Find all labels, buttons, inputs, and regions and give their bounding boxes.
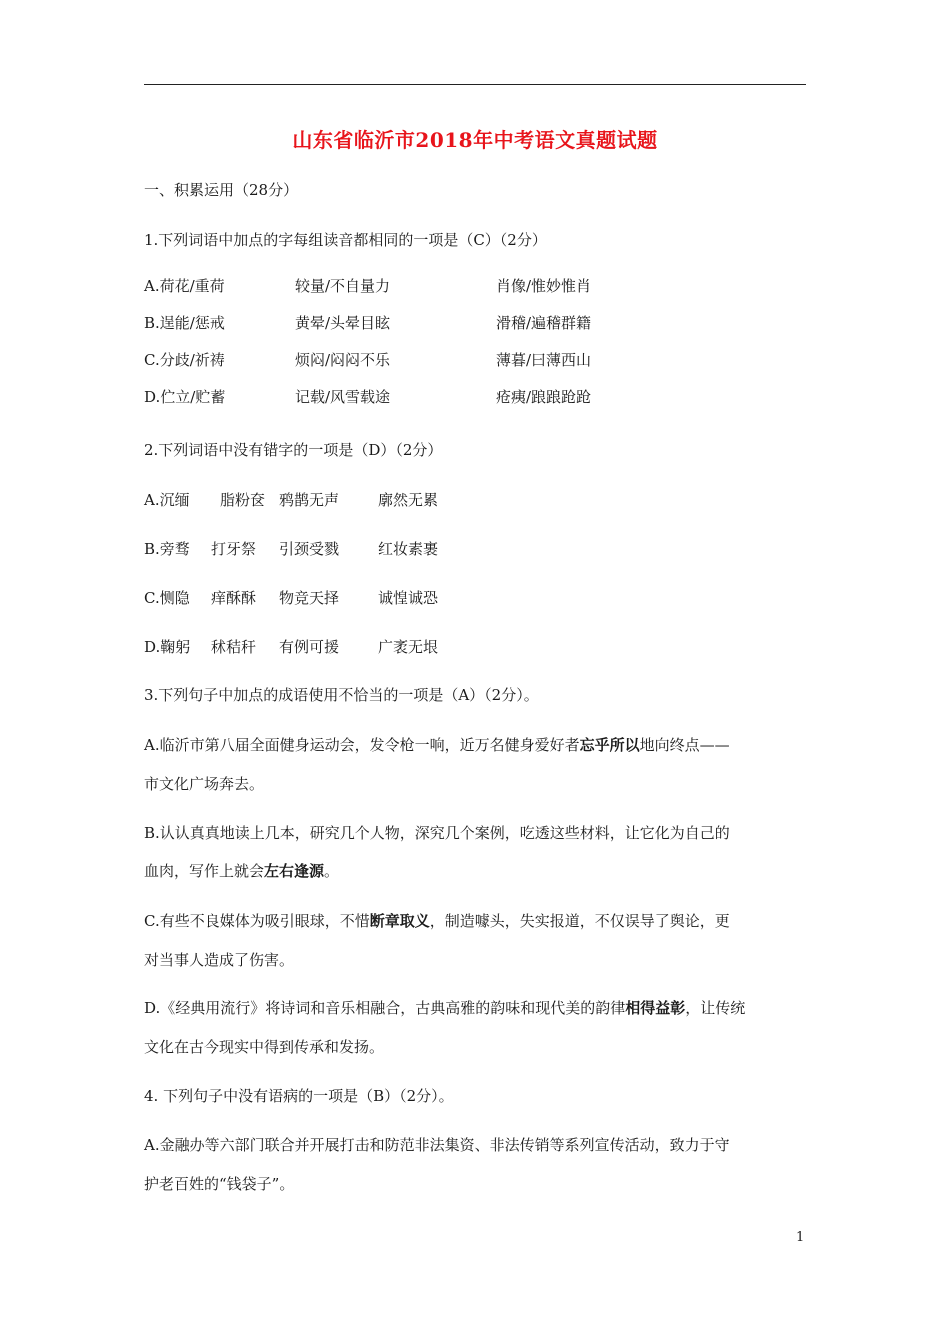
q3-option-b-line2	[144, 861, 339, 881]
q1-option-c-2: 烦闷/闷闷不乐	[295, 351, 391, 369]
question-1-stem: 1.下列词语中加点的字每组读音都相同的一项是（C）（2分）	[144, 231, 547, 249]
q3-d-idiom: 相得益彰	[625, 999, 686, 1017]
q3-b-text-post: 。	[324, 862, 340, 880]
q3-b-idiom: 左右逢源	[264, 862, 325, 880]
q3-option-a-line2: 市文化广场奔去。	[144, 775, 265, 793]
q3-a-text-pre: A.临沂市第八届全面健身运动会，发令枪一响，近万名健身爱好者	[144, 736, 580, 754]
q3-b-text-pre: 血肉，写作上就会	[144, 862, 265, 880]
q2-option-a-2: 脂粉奁	[220, 491, 266, 509]
page-number: 1	[796, 1230, 805, 1245]
q1-option-a-3: 肖像/惟妙惟肖	[496, 277, 592, 295]
q2-option-d-3: 有例可援	[279, 638, 340, 656]
q1-option-a-1: A.荷花/重荷	[144, 277, 225, 295]
q3-d-text-post: ，让传统	[685, 999, 746, 1017]
q4-option-a: A.金融办等六部门联合并开展打击和防范非法集资、非法传销等系列宣传活动，致力于守	[144, 1136, 730, 1154]
q2-option-d-4: 广袤无垠	[378, 638, 439, 656]
q2-option-a-4: 廓然无累	[378, 491, 439, 509]
question-3-stem: 3.下列句子中加点的成语使用不恰当的一项是（A）（2分）。	[144, 686, 539, 704]
q3-c-text-pre: C.有些不良媒体为吸引眼球，不惜	[144, 912, 370, 930]
q1-option-c-1: C.分歧/祈祷	[144, 351, 225, 369]
q2-option-a-3: 鸦鹊无声	[279, 491, 340, 509]
q3-option-d-line2: 文化在古今现实中得到传承和发扬。	[144, 1038, 385, 1056]
q3-option-a	[144, 735, 730, 755]
q3-c-text-post: ，制造噱头，失实报道，不仅误导了舆论，更	[429, 912, 730, 930]
q2-option-c-1: C.恻隐	[144, 589, 190, 607]
q1-option-d-1: D.伫立/贮蓄	[144, 388, 226, 406]
q2-option-d-2: 秫秸秆	[211, 638, 257, 656]
q2-option-c-4: 诚惶诚恐	[378, 589, 439, 607]
q1-option-b-1: B.逞能/惩戒	[144, 314, 225, 332]
q2-option-c-2: 痒酥酥	[211, 589, 257, 607]
q4-option-a-line2: 护老百姓的“钱袋子”。	[144, 1175, 295, 1193]
q2-option-b-1: B.旁骛	[144, 540, 190, 558]
q3-option-c-line2: 对当事人造成了伤害。	[144, 951, 295, 969]
q3-d-text-pre: D.《经典用流行》将诗词和音乐相融合，古典高雅的韵味和现代美的韵律	[144, 999, 626, 1017]
q3-a-text-post: 地向终点——	[639, 736, 730, 754]
q3-option-c	[144, 911, 730, 931]
q1-option-b-2: 黄晕/头晕目眩	[295, 314, 391, 332]
q2-option-b-3: 引颈受戮	[279, 540, 340, 558]
q2-option-d-1: D.鞠躬	[144, 638, 191, 656]
q3-option-d	[144, 998, 745, 1018]
q1-option-c-3: 薄暮/曰薄西山	[496, 351, 592, 369]
q3-c-idiom: 断章取义	[369, 912, 430, 930]
question-2-stem: 2.下列词语中没有错字的一项是（D）（2分）	[144, 441, 443, 459]
header-rule	[144, 84, 806, 85]
document-title: 山东省临沂市2018年中考语文真题试题	[292, 128, 658, 152]
q1-option-d-3: 疮痍/踉踉跄跄	[496, 388, 592, 406]
q2-option-b-2: 打牙祭	[211, 540, 257, 558]
q2-option-c-3: 物竞天择	[279, 589, 340, 607]
section-heading: 一、积累运用（28分）	[144, 181, 299, 199]
q2-option-a-1: A.沉缅	[144, 491, 190, 509]
question-4-stem: 4. 下列句子中没有语病的一项是（B）（2分）。	[144, 1087, 454, 1105]
q2-option-b-4: 红妆素裹	[378, 540, 439, 558]
q1-option-b-3: 滑稽/遍稽群籍	[496, 314, 592, 332]
q1-option-d-2: 记载/风雪载途	[295, 388, 391, 406]
q3-option-b: B.认认真真地读上几本，研究几个人物，深究几个案例，吃透这些材料，让它化为自己的	[144, 824, 730, 842]
q1-option-a-2: 较量/不自量力	[295, 277, 391, 295]
q3-a-idiom: 忘乎所以	[579, 736, 640, 754]
